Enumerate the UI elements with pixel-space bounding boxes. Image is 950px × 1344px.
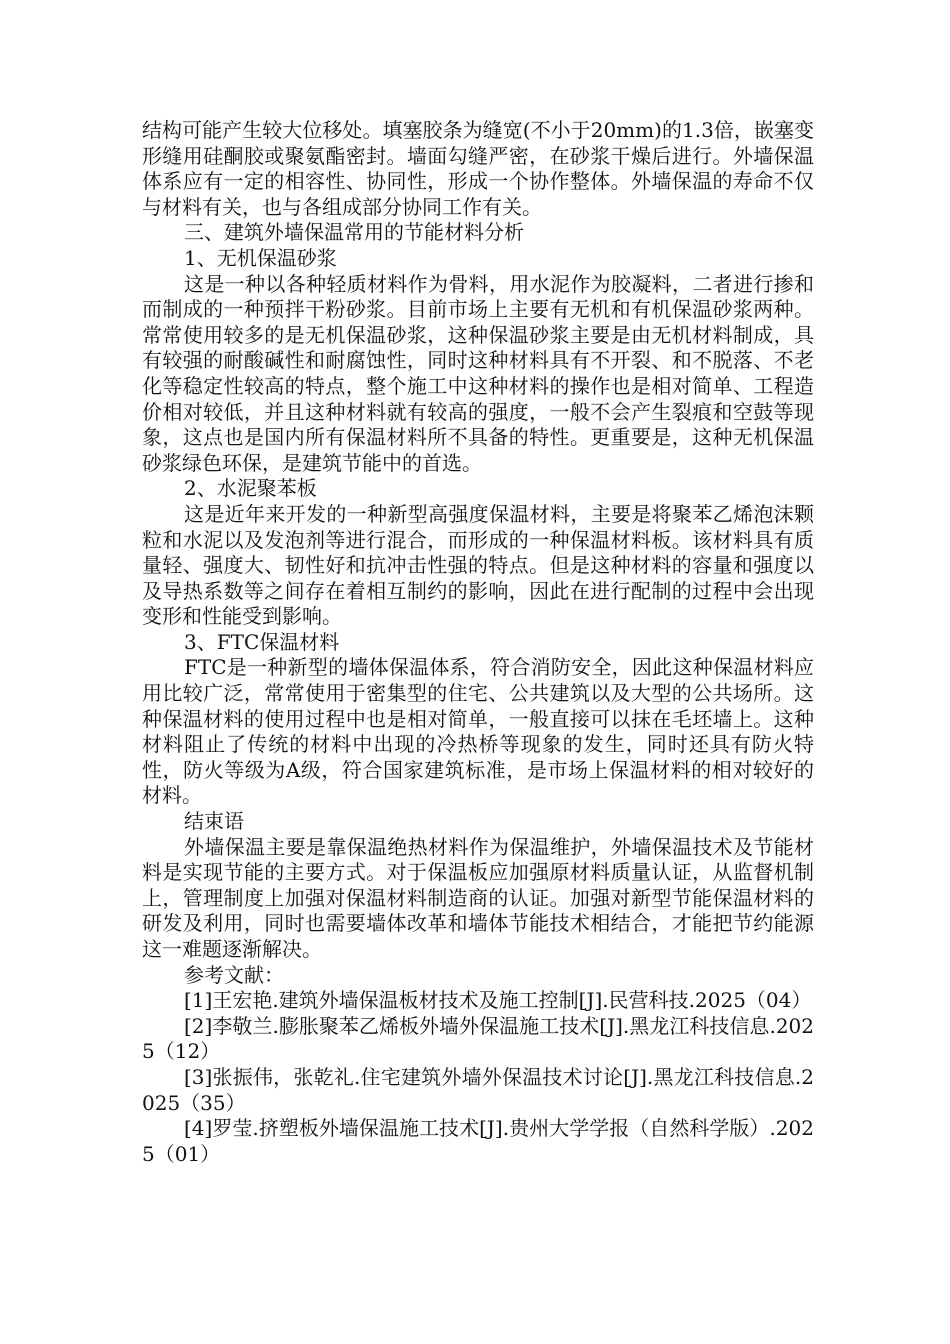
- paragraph-conclusion: 外墙保温主要是靠保温绝热材料作为保温维护，外墙保温技术及节能材料是实现节能的主要方式。对于保温板应加强原材料质量认证，从监督机制上，管理制度上加强对保温材料制造商的认证。加强对新型节能保温材料的研发及利用，同时也需要墙体改革和墙体节能技术相结合，才能把节约能源这一难题逐渐解决。: [142, 834, 814, 961]
- reference-item-4: [4]罗莹.挤塑板外墙保温施工技术[J].贵州大学学报（自然科学版）.2025（01）: [142, 1116, 814, 1166]
- subheading-cement-polystyrene-board: 2、水泥聚苯板: [184, 476, 317, 501]
- heading-references: 参考文献：: [184, 962, 284, 987]
- paragraph-inorganic-mortar: 这是一种以各种轻质材料作为骨料，用水泥作为胶凝料，二者进行掺和而制成的一种预拌干粉砂浆。目前市场上主要有无机和有机保温砂浆两种。常常使用较多的是无机保温砂浆，这种保温砂浆主要是由无机材料制成，具有较强的耐酸碱性和耐腐蚀性，同时这种材料具有不开裂、和不脱落、不老化等稳定性较高的特点，整个施工中这种材料的操作也是相对简单、工程造价相对较低，并且这种材料就有较高的强度，一般不会产生裂痕和空鼓等现象，这点也是国内所有保温材料所不具备的特性。更重要是，这种无机保温砂浆绿色环保，是建筑节能中的首选。: [142, 271, 814, 475]
- document-page: [142, 118, 814, 1167]
- paragraph-structure-displacement: 结构可能产生较大位移处。填塞胶条为缝宽(不小于20mm)的1.3倍，嵌塞变形缝用硅酮胶或聚氨酯密封。墙面勾缝严密，在砂浆干燥后进行。外墙保温体系应有一定的相容性、协同性，形成一个协作整体。外墙保温的寿命不仅与材料有关，也与各组成部分协同工作有关。: [142, 118, 814, 219]
- subheading-ftc-material: 3、FTC保温材料: [184, 629, 340, 654]
- reference-item-1: [1]王宏艳.建筑外墙保温板材技术及施工控制[J].民营科技.2025（04）: [184, 988, 812, 1013]
- paragraph-cement-polystyrene-board: 这是近年来开发的一种新型高强度保温材料，主要是将聚苯乙烯泡沫颗粒和水泥以及发泡剂等进行混合，而形成的一种保温材料板。该材料具有质量轻、强度大、韧性好和抗冲击性强的特点。但是这种材料的容量和强度以及导热系数等之间存在着相互制约的影响，因此在进行配制的过程中会出现变形和性能受到影响。: [142, 501, 814, 629]
- reference-item-3: [3]张振伟，张乾礼.住宅建筑外墙外保温技术讨论[J].黑龙江科技信息.2025（35）: [142, 1064, 814, 1115]
- heading-conclusion: 结束语: [184, 809, 244, 834]
- paragraph-ftc-material: FTC是一种新型的墙体保温体系，符合消防安全，因此这种保温材料应用比较广泛，常常使用于密集型的住宅、公共建筑以及大型的公共场所。这种保温材料的使用过程中也是相对简单，一般直接可以抹在毛坯墙上。这种材料阻止了传统的材料中出现的冷热桥等现象的发生，同时还具有防火特性，防火等级为A级，符合国家建筑标准，是市场上保温材料的相对较好的材料。: [142, 655, 814, 808]
- reference-item-2: [2]李敬兰.膨胀聚苯乙烯板外墙外保温施工技术[J].黑龙江科技信息.2025（12）: [142, 1013, 814, 1064]
- section-heading-energy-materials: 三、建筑外墙保温常用的节能材料分析: [184, 220, 524, 245]
- subheading-inorganic-mortar: 1、无机保温砂浆: [184, 245, 337, 270]
